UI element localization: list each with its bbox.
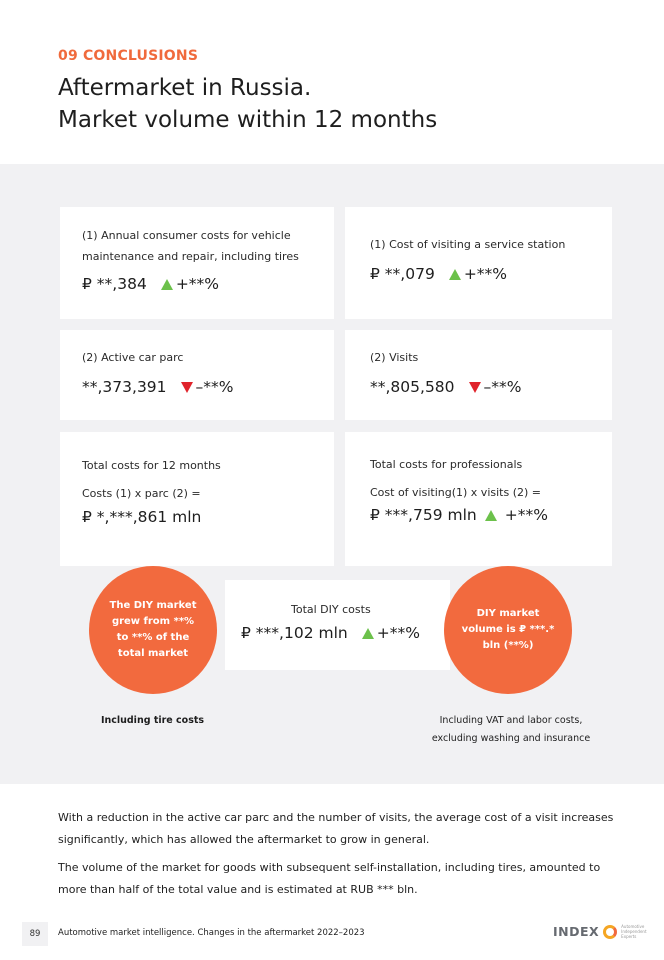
diy-volume-text: DIY market volume is ₽ ***.* bln (**%) <box>461 608 555 651</box>
card-consumer-costs-label-line-1: (1) Annual consumer costs for vehicle <box>82 229 291 242</box>
page-number: 89 <box>22 922 48 946</box>
summary-paragraph-2: The volume of the market for goods with subsequent self-installation, including tires, amounted to more than half of the total value and is estimated at RUB *** bln. <box>58 861 601 896</box>
card-visits <box>345 330 612 420</box>
diy-volume-circle <box>444 566 572 694</box>
card-consumer-costs-label-line-2: maintenance and repair, including tires <box>82 250 299 263</box>
total-professionals-change <box>485 506 548 524</box>
card-consumer-costs <box>60 207 334 319</box>
card-total-costs-formula: Costs (1) x parc (2) = <box>82 487 201 500</box>
car-parc-change-text: –**% <box>195 378 234 396</box>
visits-change <box>469 378 522 396</box>
car-parc-change <box>181 378 234 396</box>
diy-volume-caption-line-2: excluding washing and insurance <box>431 733 591 744</box>
card-total-diy <box>225 580 450 670</box>
arrow-up-icon <box>485 510 497 521</box>
visits-change-text: –**% <box>483 378 522 396</box>
card-total-costs-label: Total costs for 12 months <box>82 459 221 472</box>
diy-share-text: The DIY market grew from **% to **% of the total market <box>109 600 197 659</box>
arrow-up-icon <box>161 279 173 290</box>
card-visit-cost-label: (1) Cost of visiting a service station <box>370 238 566 251</box>
diy-volume-caption-line-1: Including VAT and labor costs, <box>439 715 583 726</box>
card-car-parc-label: (2) Active car parc <box>82 351 184 364</box>
brand-tagline: Automotive Independent Experts <box>621 924 647 939</box>
visit-cost-change-text: +**% <box>463 265 508 283</box>
visits-amount: **,805,580 <box>370 378 455 396</box>
visit-cost-amount: ₽ **,079 <box>370 265 435 283</box>
arrow-up-icon <box>449 269 461 280</box>
brand-mark-icon <box>603 925 617 939</box>
arrow-up-icon <box>362 628 374 639</box>
total-professionals-change-text: +**% <box>504 506 548 524</box>
section-label: 09 CONCLUSIONS <box>58 48 199 64</box>
card-visits-value <box>370 378 522 396</box>
page-title <box>58 72 437 136</box>
card-total-diy-value <box>241 624 420 642</box>
total-costs-amount: ₽ *,***,861 mln <box>82 508 202 526</box>
total-diy-change-text: +**% <box>376 624 420 642</box>
diy-share-circle <box>89 566 217 694</box>
card-total-professionals-label: Total costs for professionals <box>370 458 523 471</box>
visit-cost-change <box>449 265 507 283</box>
total-professionals-amount: ₽ ***,759 mln <box>370 506 477 524</box>
brand-logo <box>553 924 655 939</box>
card-car-parc <box>60 330 334 420</box>
card-visits-label: (2) Visits <box>370 351 419 364</box>
card-total-costs-value <box>82 508 215 526</box>
card-visit-cost <box>345 207 612 319</box>
consumer-costs-amount: ₽ **,384 <box>82 275 147 293</box>
arrow-down-icon <box>181 382 193 393</box>
summary-paragraph-1: With a reduction in the active car parc and the number of visits, the average cost of a visit increases significantly, which has allowed the aftermarket to grow in general. <box>58 811 614 846</box>
footer-caption: Automotive market intelligence. Changes in the aftermarket 2022–2023 <box>58 928 365 938</box>
page-title-line-2: Market volume within 12 months <box>58 107 438 133</box>
consumer-costs-change-text: +**% <box>175 275 220 293</box>
card-total-diy-label: Total DIY costs <box>291 603 371 616</box>
diy-volume-caption <box>416 712 606 748</box>
card-car-parc-value <box>82 378 234 396</box>
consumer-costs-change <box>161 275 219 293</box>
diy-share-caption: Including tire costs <box>100 715 205 726</box>
total-diy-change <box>362 624 420 642</box>
arrow-down-icon <box>469 382 481 393</box>
card-visit-cost-value <box>370 265 507 283</box>
car-parc-amount: **,373,391 <box>82 378 167 396</box>
card-consumer-costs-label <box>82 225 299 267</box>
brand-name: INDEX <box>553 924 600 939</box>
card-total-professionals-value <box>370 506 548 524</box>
page-title-line-1: Aftermarket in Russia. <box>58 75 312 101</box>
card-total-costs <box>60 432 334 566</box>
card-total-professionals-formula: Cost of visiting(1) x visits (2) = <box>370 486 541 499</box>
card-consumer-costs-value <box>82 275 219 293</box>
total-diy-amount: ₽ ***,102 mln <box>241 624 348 642</box>
card-total-professionals <box>345 432 612 566</box>
